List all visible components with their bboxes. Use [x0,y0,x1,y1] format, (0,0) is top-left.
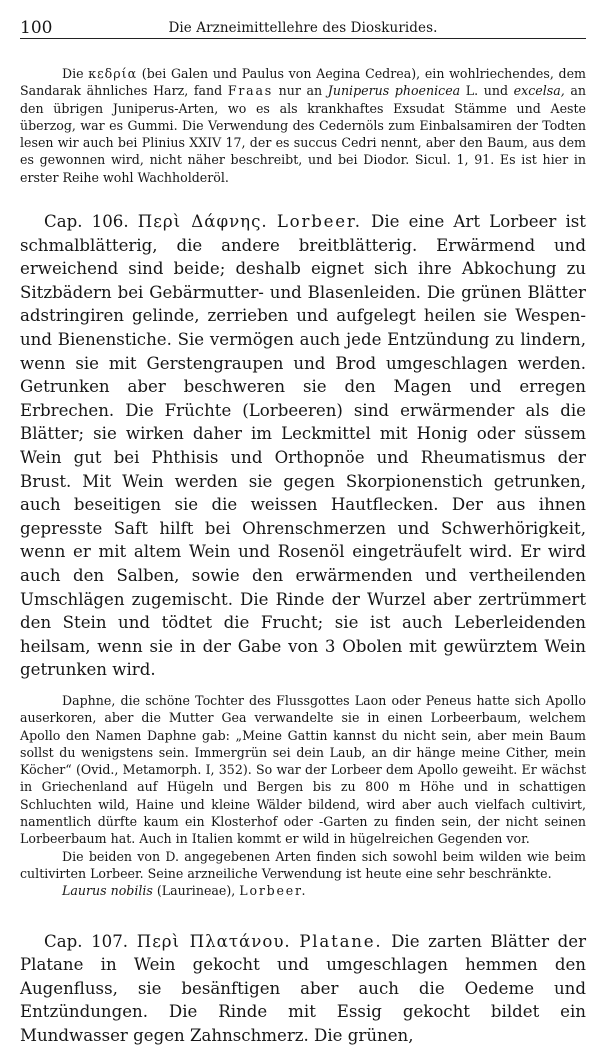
footnote-kedria [20,65,586,186]
footnote-daphne-paragraph-1: Daphne, die schöne Tochter des Flussgottes Laon oder Peneus hatte sich Apollo auserkoren, aber die Mutter Gea verwandelte sie in einen Lorbeerbaum, welchem Apollo den Namen Daphne gab: „Meine Gattin kannst du nicht sein, aber mein Baum sollst du wenigstens sein. Immergrün sei dein Laub, an dir hänge meine Cither, mein Köcher“ (Ovid., Metamorph. I, 352). So war der Lorbeer dem Apollo geweiht. Er wächst in Griechenland auf Hügeln und Bergen bis zu 800 m Höhe und in schattigen Schluchten wild, Haine und kleine Wälder bildend, wird aber auch vielfach cultivirt, namentlich dürfte kaum ein Klosterhof oder -Garten zu finden sein, der nicht seinen Lorbeerbaum hat. Auch in Italien kommt er wild in hügelreichen Gegenden vor. [20,692,586,847]
greek-term-kedria: κεδρία [88,66,138,81]
chapter-107 [20,930,586,1047]
page-number: 100 [20,18,53,38]
footnote-daphne-species-line: Laurus nobilis (Laurineae), Lorbeer. [62,883,308,899]
species-name: Laurus nobilis [62,883,153,899]
running-header [20,14,586,39]
chapter-title: Lorbeer. [276,212,362,232]
page [20,14,586,1047]
chapter-label: Cap. 107. [44,931,129,951]
footnote-kedria-paragraph: Die κεδρία (bei Galen und Paulus von Aegina Cedrea), ein wohlriechendes, dem Sandarak ähnliches Harz, fand Fraas nur an Juniperus phoenicea L. und excelsa, an den übrigen Juniperus-Arten, wo es als krankhaftes Exsudat Stämme und Aeste überzog, war es Gummi. Die Verwendung des Cedernöls zum Einbalsamiren der Todten lesen wir auch bei Plinius XXIV 17, der es succus Cedri nennt, aber den Baum, aus dem es gewonnen wird, nicht näher beschreibt, und bei Diodor. Sicul. 1, 91. Es ist hier in erster Reihe wohl Wachholderöl. [20,66,586,185]
footnote-daphne-paragraph-2: Die beiden von D. angegebenen Arten finden sich sowohl beim wilden wie beim cultivirten Lorbeer. Seine arzneiliche Verwendung ist heute eine sehr beschränkte. [20,848,586,881]
footnote-daphne [20,692,586,900]
species-name: Juniperus phoenicea [327,83,461,99]
chapter-title: Platane. [299,931,383,951]
common-name: Lorbeer. [239,883,308,899]
species-name: excelsa, [513,83,565,99]
chapter-greek-title: Περὶ Δάφνης. [137,212,268,232]
chapter-label: Cap. 106. [44,212,129,232]
running-title: Die Arzneimittellehre des Dioskurides. [168,20,438,36]
chapter-text: Die zarten Blätter der Platane in Wein gekocht und umgeschlagen hemmen den Augenfluss, sie besänftigen aber auch die Oedeme und Entzündungen. Die Rinde mit Essig gekocht bildet ein Mundwasser gegen Zahnschmerz. Die grünen, [20,931,587,1045]
chapter-text: Die eine Art Lorbeer ist schmalblätterig, die andere breitblätterig. Erwärmend und erweichend sind beide; deshalb eignet sich ihre Abkochung zu Sitzbädern bei Gebärmutter- und Blasenleiden. Die grünen Blätter adstringiren gelinde, zerrieben und aufgelegt heilen sie Wespen- und Bienenstiche. Sie vermögen auch jede Entzündung zu lindern, wenn sie mit Gerstengraupen und Brod umgeschlagen werden. Getrunken aber beschweren sie den Magen und erregen Erbrechen. Die Früchte (Lorbeeren) sind erwärmender als die Blätter; sie wirken daher im Leckmittel mit Honig oder süssem Wein gut bei Phthisis und Orthopnöe und Rheumatismus der Brust. Mit Wein werden sie gegen Skorpionenstich getrunken, auch beseitigen sie die weissen Hautflecken. Der aus ihnen gepresste Saft hilft bei Ohrenschmerzen und Schwerhörigkeit, wenn er mit altem Wein und Rosenöl eingeträufelt wird. Er wird auch den Salben, sowie den erwärmenden und vertheilenden Umschlägen zugemischt. Die Rinde der Wurzel aber zertrümmert den Stein und tödtet die Frucht; sie ist auch Leberleidenden heilsam, wenn sie in der Gabe von 3 Obolen mit gewürztem Wein getrunken wird. [20,212,586,680]
chapter-greek-title: Περὶ Πλατάνου. [136,931,291,951]
author-name: Fraas [227,83,274,99]
chapter-106 [20,210,586,682]
